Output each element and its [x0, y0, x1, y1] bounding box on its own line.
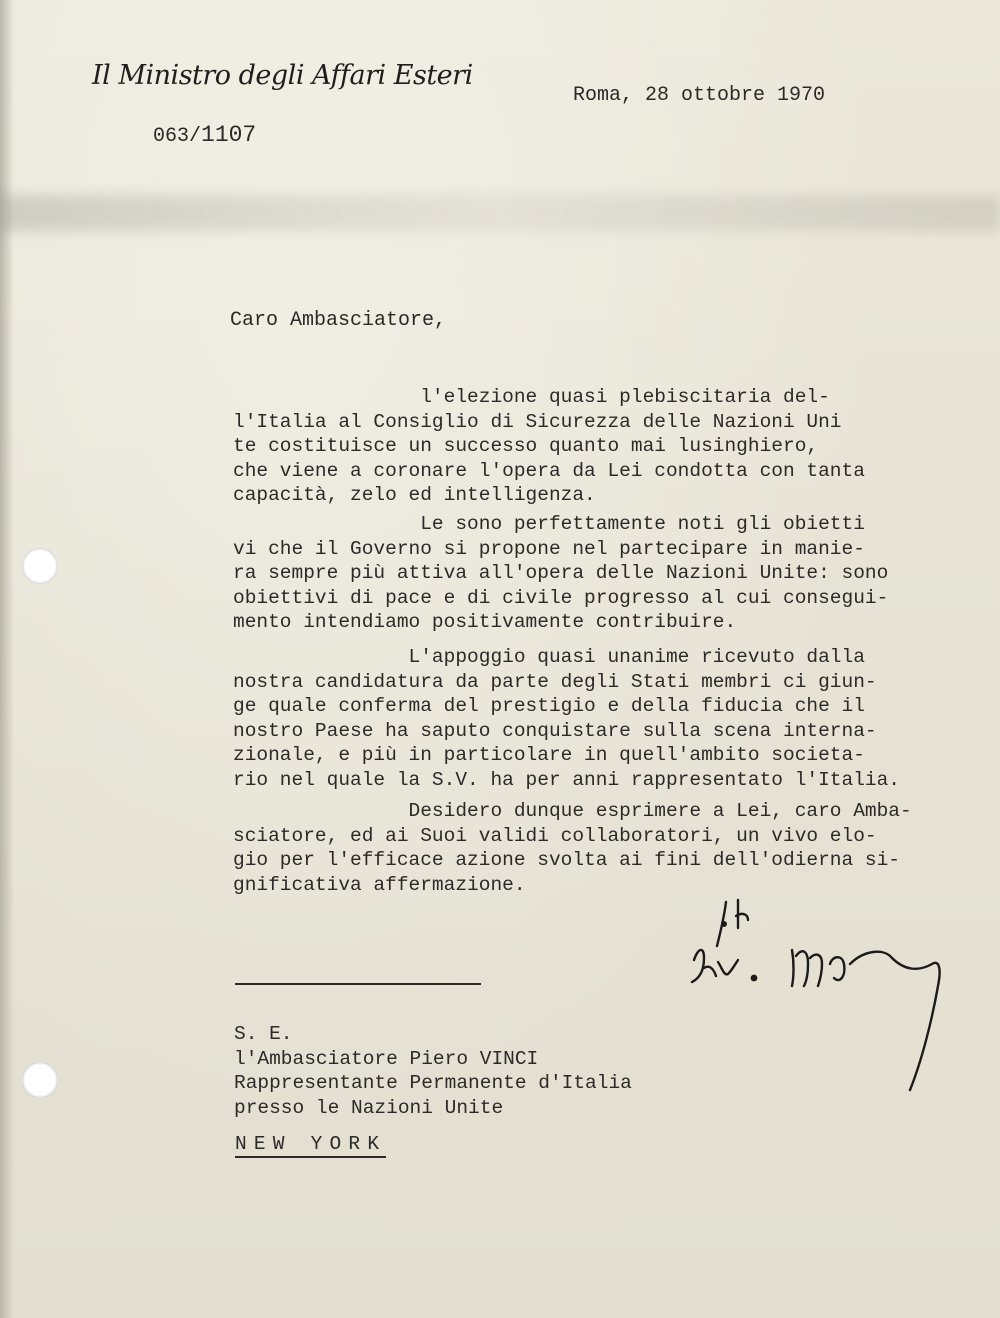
paragraph-3: [233, 645, 933, 792]
letter-date: Roma, 28 ottobre 1970: [573, 84, 826, 107]
address-line: S. E.: [234, 1023, 293, 1045]
paragraph-line: ge quale conferma del prestigio e della fiducia che il: [233, 695, 865, 717]
paragraph-line: Le sono perfettamente noti gli obietti: [233, 513, 865, 535]
protocol-prefix: 063/: [153, 125, 202, 148]
protocol-sequence: 1107: [201, 122, 257, 148]
paragraph-line: nostra candidatura da parte degli Stati membri ci giun-: [233, 670, 877, 693]
address-line: presso le Nazioni Unite: [234, 1096, 504, 1119]
punch-hole-bottom: [22, 1062, 58, 1098]
letterhead: Il Ministro degli Affari Esteri: [92, 60, 473, 91]
paragraph-line: L'appoggio quasi unanime ricevuto dalla: [233, 646, 865, 668]
paragraph-line: nostro Paese ha saputo conquistare sulla scena interna-: [233, 719, 877, 742]
paragraph-line: gio per l'efficace azione svolta ai fini dell'odierna si-: [233, 849, 901, 871]
paragraph-line: sciatore, ed ai Suoi validi collaboratori, un vivo elo-: [233, 824, 877, 847]
paragraph-line: ra sempre più attiva all'opera delle Nazioni Unite: sono: [233, 562, 889, 584]
paragraph-line: Desidero dunque esprimere a Lei, caro Amba-: [233, 800, 912, 822]
address-line: l'Ambasciatore Piero VINCI: [234, 1047, 539, 1070]
paragraph-1: [233, 385, 933, 508]
protocol-number: [153, 122, 256, 148]
salutation: Caro Ambasciatore,: [230, 309, 447, 332]
paragraph-line: obiettivi di pace e di civile progresso al cui consegui-: [233, 586, 889, 609]
paragraph-2: [233, 512, 933, 635]
paragraph-line: l'elezione quasi plebiscitaria del-: [233, 386, 830, 408]
paragraph-4: [233, 799, 933, 897]
paragraph-line: rio nel quale la S.V. ha per anni rappresentato l'Italia.: [233, 768, 901, 791]
address-line: Rappresentante Permanente d'Italia: [234, 1072, 632, 1094]
fold-smudge: [0, 195, 1000, 231]
punch-hole-top: [22, 548, 58, 584]
handwritten-signature: [680, 890, 950, 1100]
paragraph-line: che viene a coronare l'opera da Lei condotta con tanta: [233, 459, 865, 482]
paragraph-line: l'Italia al Consiglio di Sicurezza delle Nazioni Uni: [233, 410, 842, 433]
paragraph-line: vi che il Governo si propone nel partecipare in manie-: [233, 537, 865, 560]
paragraph-line: mento intendiamo positivamente contribuire.: [233, 611, 737, 633]
paragraph-line: capacità, zelo ed intelligenza.: [233, 484, 596, 506]
paragraph-line: gnificativa affermazione.: [233, 873, 526, 896]
paragraph-line: zionale, e più in particolare in quell'ambito societa-: [233, 744, 865, 766]
signature-rule: [235, 983, 481, 985]
paragraph-line: te costituisce un successo quanto mai lusinghiero,: [233, 435, 819, 457]
recipient-city: NEW YORK: [235, 1133, 386, 1158]
recipient-address: [234, 1022, 632, 1120]
